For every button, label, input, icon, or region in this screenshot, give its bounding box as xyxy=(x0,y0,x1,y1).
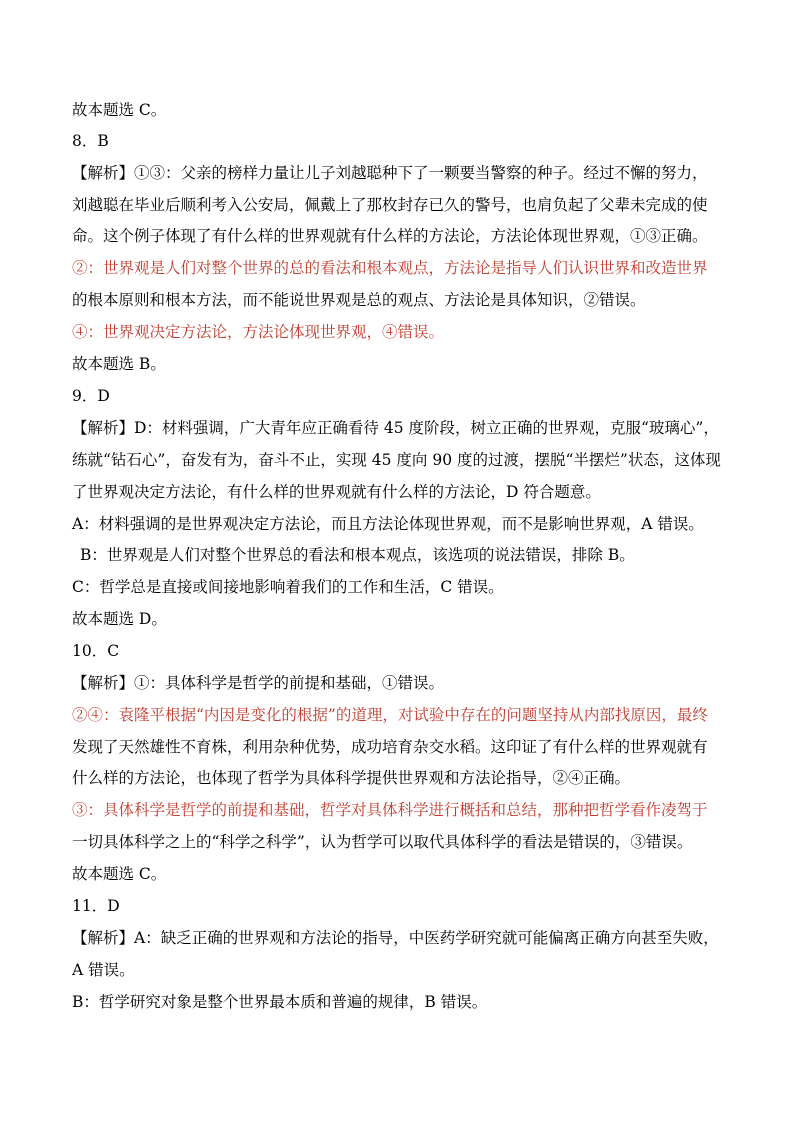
text-line: B：哲学研究对象是整个世界最本质和普遍的规律，B 错误。 xyxy=(72,993,488,1011)
text-line: 发现了天然雄性不育株，利用杂种优势，成功培育杂交水稻。这印证了有什么样的世界观就有 xyxy=(72,738,708,756)
text-line: 了世界观决定方法论，有什么样的世界观就有什么样的方法论，D 符合题意。 xyxy=(72,483,601,501)
text-line: A：材料强调的是世界观决定方法论，而且方法论体现世界观，而不是影响世界观，A 错误。 xyxy=(72,515,704,533)
text-line: ②：世界观是人们对整个世界的总的看法和根本观点，方法论是指导人们认识世界和改造世界 xyxy=(72,259,708,277)
text-line: 命。这个例子体现了有什么样的世界观就有什么样的方法论，方法论体现世界观，①③正确。 xyxy=(72,227,708,245)
text-line: C：哲学总是直接或间接地影响着我们的工作和生活，C 错误。 xyxy=(72,578,504,596)
text-line: 练就“钻石心”，奋发有为，奋斗不止，实现 45 度向 90 度的过渡，摆脱“半摆烂”状态，这体现 xyxy=(72,451,721,469)
text-line: ②④：袁隆平根据“内因是变化的根据”的道理，对试验中存在的问题坚持从内部找原因，最终 xyxy=(72,706,708,724)
text-line: 一切具体科学之上的“科学之科学”，认为哲学可以取代具体科学的看法是错误的，③错误。 xyxy=(72,833,693,851)
text-line: 的根本原则和根本方法，而不能说世界观是总的观点、方法论是具体知识，②错误。 xyxy=(72,291,646,309)
text-line: 【解析】A：缺乏正确的世界观和方法论的指导，中医药学研究就可能偏离正确方向甚至失败， xyxy=(72,929,719,947)
text-line: 8．B xyxy=(72,132,109,150)
text-line: 【解析】①：具体科学是哲学的前提和基础，①错误。 xyxy=(72,674,445,692)
text-line: 11．D xyxy=(72,897,120,915)
text-line: A 错误。 xyxy=(72,961,135,979)
text-line: 什么样的方法论，也体现了哲学为具体科学提供世界观和方法论指导，②④正确。 xyxy=(72,769,631,787)
text-line: 刘越聪在毕业后顺利考入公安局，佩戴上了那枚封存已久的警号，也肩负起了父辈未完成的使 xyxy=(72,196,708,214)
text-line: 故本题选 C。 xyxy=(72,865,167,883)
text-line: 9．D xyxy=(72,387,110,405)
text-line: B：世界观是人们对整个世界总的看法和根本观点，该选项的说法错误，排除 B。 xyxy=(80,546,635,564)
text-line: 故本题选 B。 xyxy=(72,355,166,373)
text-line: 【解析】①③：父亲的榜样力量让儿子刘越聪种下了一颗要当警察的种子。经过不懈的努力， xyxy=(72,164,708,182)
text-line: ③：具体科学是哲学的前提和基础，哲学对具体科学进行概括和总结，那种把哲学看作凌驾于 xyxy=(72,801,708,819)
text-line: 10．C xyxy=(72,642,120,660)
text-line: 故本题选 C。 xyxy=(72,101,167,119)
text-line: ④：世界观决定方法论，方法论体现世界观，④错误。 xyxy=(72,323,445,341)
text-line: 【解析】D：材料强调，广大青年应正确看待 45 度阶段，树立正确的世界观，克服“玻璃心”， xyxy=(72,419,719,437)
text-line: 故本题选 D。 xyxy=(72,610,167,628)
